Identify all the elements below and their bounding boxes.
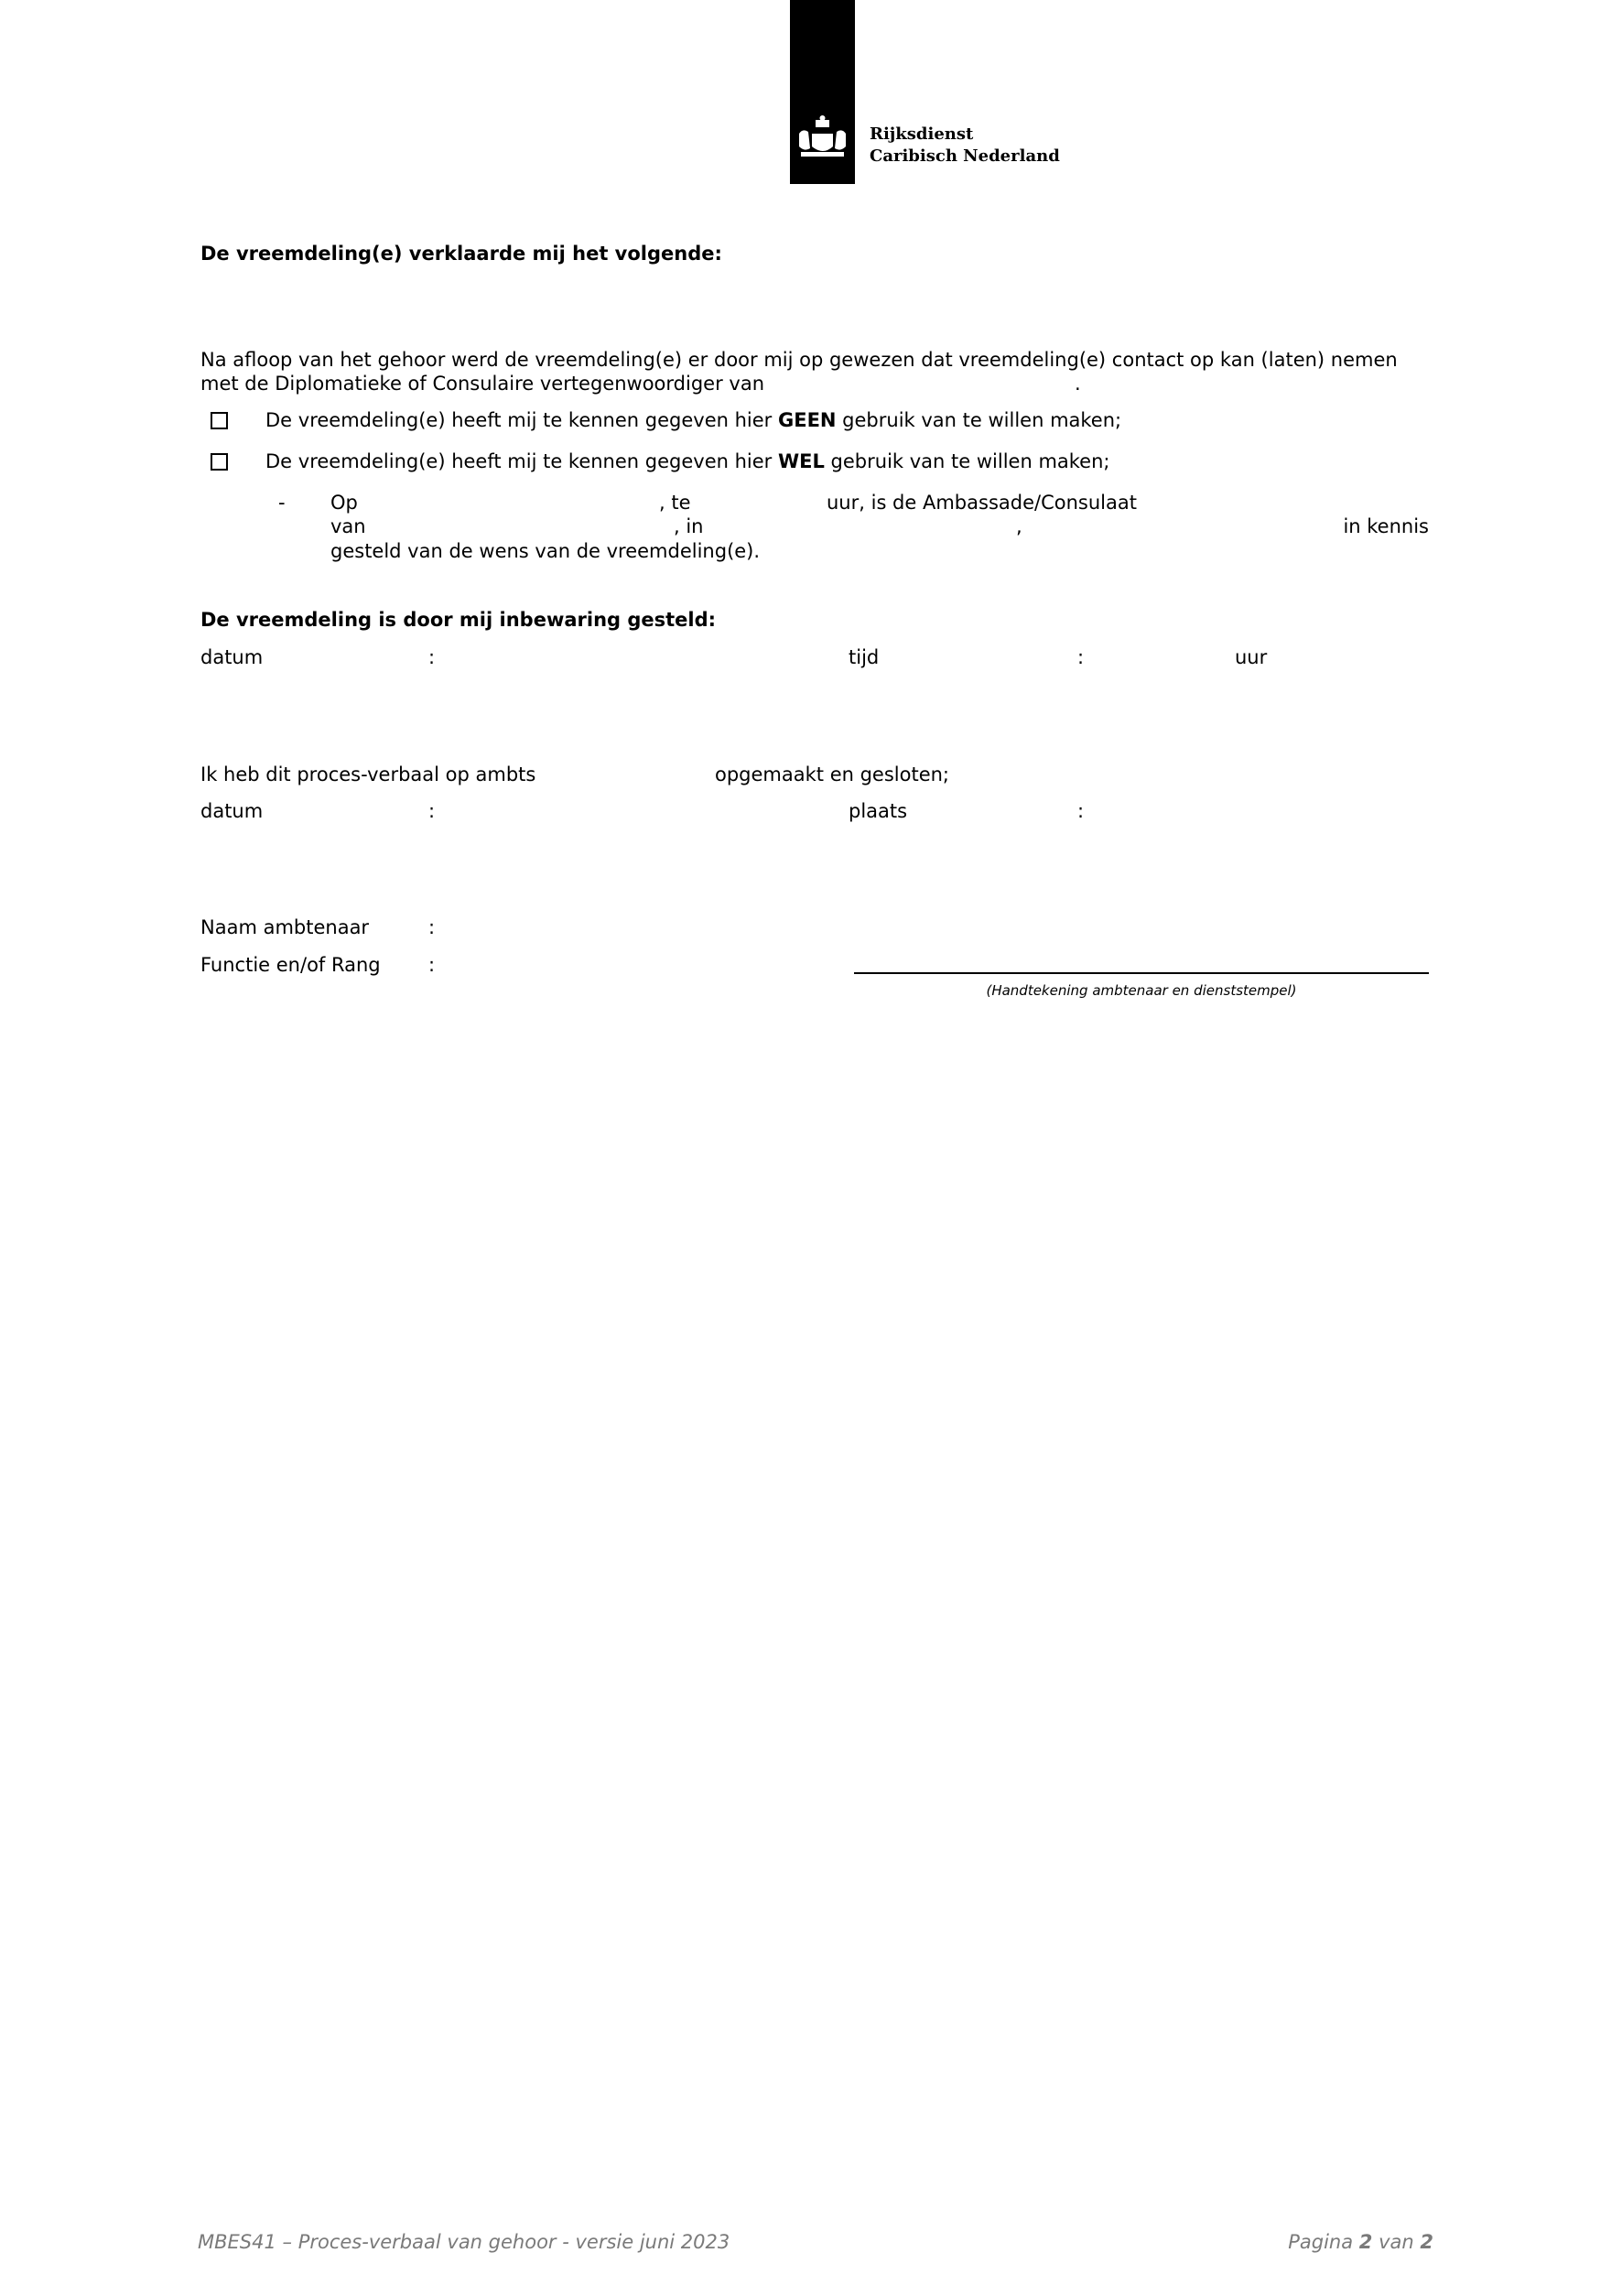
bullet-dash: -	[278, 492, 286, 514]
option-geen-label: De vreemdeling(e) heeft mij te kennen gegeven hier GEEN gebruik van te willen maken;	[265, 409, 1122, 431]
closing-plaats-colon: :	[1077, 800, 1085, 822]
custody-datum-colon: :	[428, 646, 436, 668]
closing-line-pre: Ik heb dit proces-verbaal op ambts	[200, 764, 536, 785]
sub-comma: ,	[1016, 515, 1022, 537]
closing-datum-colon: :	[428, 800, 436, 822]
logo-bar	[790, 0, 855, 184]
custody-datum-label: datum	[200, 646, 264, 668]
sub-van: van	[330, 515, 366, 537]
sub-in-kennis: in kennis	[1343, 515, 1429, 537]
signature-caption: (Handtekening ambtenaar en dienststempel)	[986, 982, 1297, 999]
officer-function-label: Functie en/of Rang	[200, 954, 381, 976]
org-name-line2: Caribisch Nederland	[870, 146, 1060, 166]
sub-line3: gesteld van de wens van de vreemdeling(e).	[330, 540, 761, 562]
org-name-line1: Rijksdienst	[870, 125, 974, 144]
section-heading-custody: De vreemdeling is door mij inbewaring gesteld:	[200, 609, 717, 631]
custody-uur-label: uur	[1235, 646, 1268, 668]
closing-datum-label: datum	[200, 800, 264, 822]
option-wel-label: De vreemdeling(e) heeft mij te kennen gegeven hier WEL gebruik van te willen maken;	[265, 450, 1110, 472]
footer-document-id: MBES41 – Proces-verbaal van gehoor - versie juni 2023	[198, 2231, 730, 2253]
officer-name-colon: :	[428, 916, 436, 938]
section-heading-statement: De vreemdeling(e) verklaarde mij het volgende:	[200, 243, 722, 265]
closing-line-post: opgemaakt en gesloten;	[715, 764, 950, 785]
sub-uur: uur, is de Ambassade/Consulaat	[827, 492, 1137, 514]
officer-function-colon: :	[428, 954, 436, 976]
checkbox-geen[interactable]	[211, 412, 228, 429]
sub-te: , te	[659, 492, 691, 514]
signature-line	[854, 972, 1429, 974]
notice-line2-end: .	[1075, 373, 1081, 395]
footer-page-number: Pagina 2 van 2	[1288, 2231, 1433, 2253]
checkbox-wel[interactable]	[211, 453, 228, 471]
custody-tijd-label: tijd	[849, 646, 880, 668]
officer-name-label: Naam ambtenaar	[200, 916, 370, 938]
custody-tijd-colon: :	[1077, 646, 1085, 668]
notice-line2: met de Diplomatieke of Consulaire vertegenwoordiger van	[200, 373, 765, 395]
closing-plaats-label: plaats	[849, 800, 908, 822]
sub-in: , in	[674, 515, 704, 537]
coat-of-arms-icon	[790, 0, 855, 184]
sub-op: Op	[330, 492, 358, 514]
notice-line1: Na afloop van het gehoor werd de vreemdeling(e) er door mij op gewezen dat vreemdeling(e) contact op kan (laten) nemen	[200, 349, 1398, 371]
